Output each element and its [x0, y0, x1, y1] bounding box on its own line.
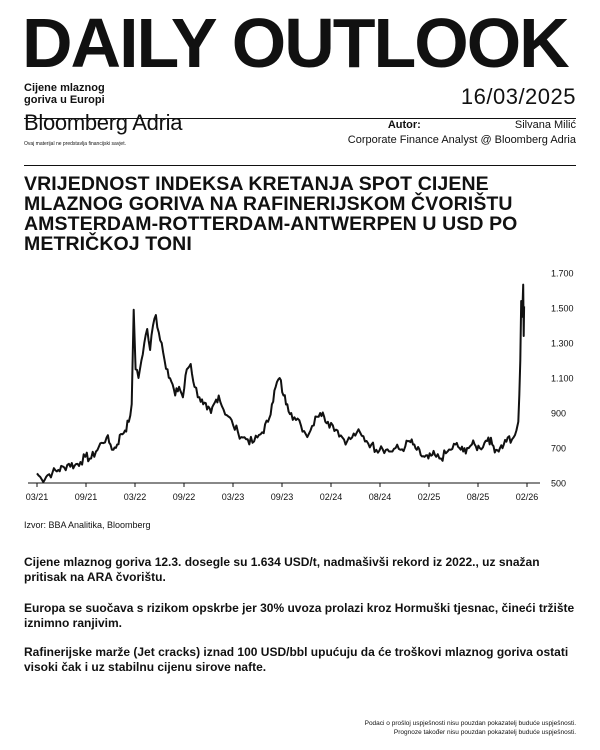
x-tick-label: 03/22: [123, 492, 147, 502]
top-disclaimer: Ovaj materijal ne predstavlja financijski savjet.: [24, 141, 126, 147]
divider-rule: [24, 165, 576, 166]
x-tick-label: 09/23: [270, 492, 294, 502]
y-tick-label: 700: [551, 443, 567, 454]
y-tick-label: 900: [551, 408, 567, 419]
y-tick-label: 1.700: [551, 268, 574, 279]
chart-source: Izvor: BBA Analitika, Bloomberg: [24, 520, 151, 530]
x-tick-label: 09/21: [74, 492, 98, 502]
x-tick-label: 02/25: [417, 492, 441, 502]
x-tick-label: 03/23: [221, 492, 245, 502]
author-label: Autor:: [387, 119, 421, 131]
chart-headline: VRIJEDNOST INDEKSA KRETANJA SPOT CIJENE MLAZNOG GORIVA NA RAFINERIJSKOM ČVORIŠTU AMSTERDAM-ROTTERDAM-ANTWERPEN U USD PO METRIČKOJ TONI: [24, 173, 518, 255]
x-tick-label: 08/24: [368, 492, 392, 502]
masthead-title: DAILY OUTLOOK: [22, 4, 568, 82]
y-axis: [551, 269, 574, 489]
paragraph-1: Cijene mlaznog goriva 12.3. dosegle su 1.634 USD/t, nadmašivši rekord iz 2022., uz snažan pritisak na ARA čvorištu.: [24, 555, 540, 584]
author-block: [348, 118, 576, 148]
divider-rule: [24, 118, 576, 119]
price-line-chart: [0, 262, 600, 512]
author-name: Silvana Milić: [514, 119, 576, 131]
report-date: 16/03/2025: [460, 84, 576, 109]
y-tick-label: 1.500: [551, 303, 574, 314]
report-subtitle: Cijene mlaznog goriva u Europi: [24, 82, 105, 106]
y-tick-label: 1.300: [551, 338, 574, 349]
x-tick-label: 02/26: [515, 492, 539, 502]
x-tick-label: 09/22: [172, 492, 196, 502]
x-tick-label: 08/25: [466, 492, 490, 502]
footer-line-2: Prognoze također nisu pouzdan pokazatelj buduće uspješnosti.: [393, 729, 576, 736]
y-tick-label: 500: [551, 478, 567, 489]
paragraph-2: Europa se suočava s rizikom opskrbe jer 30% uvoza prolazi kroz Hormuški tjesnac, čineći tržište iznimno ranjivim.: [24, 601, 575, 630]
brand-logo: Bloomberg Adria: [24, 110, 183, 135]
y-tick-label: 1.100: [551, 373, 574, 384]
footer-line-1: Podaci o prošlој uspješnosti nisu pouzdan pokazatelj buduće uspješnosti.: [364, 720, 576, 727]
plot-area: [37, 285, 524, 483]
series-line: [37, 285, 524, 483]
x-tick-label: 03/21: [25, 492, 49, 502]
x-axis: [26, 483, 540, 502]
author-role: Corporate Finance Analyst @ Bloomberg Adria: [347, 134, 576, 146]
paragraph-3: Rafinerijske marže (Jet cracks) iznad 100 USD/bbl upućuju da će troškovi mlaznog goriva ostati visoki čak i uz stabilnu cijenu sirove nafte.: [24, 645, 569, 674]
x-tick-label: 02/24: [319, 492, 343, 502]
footer-disclaimer: [365, 719, 576, 737]
